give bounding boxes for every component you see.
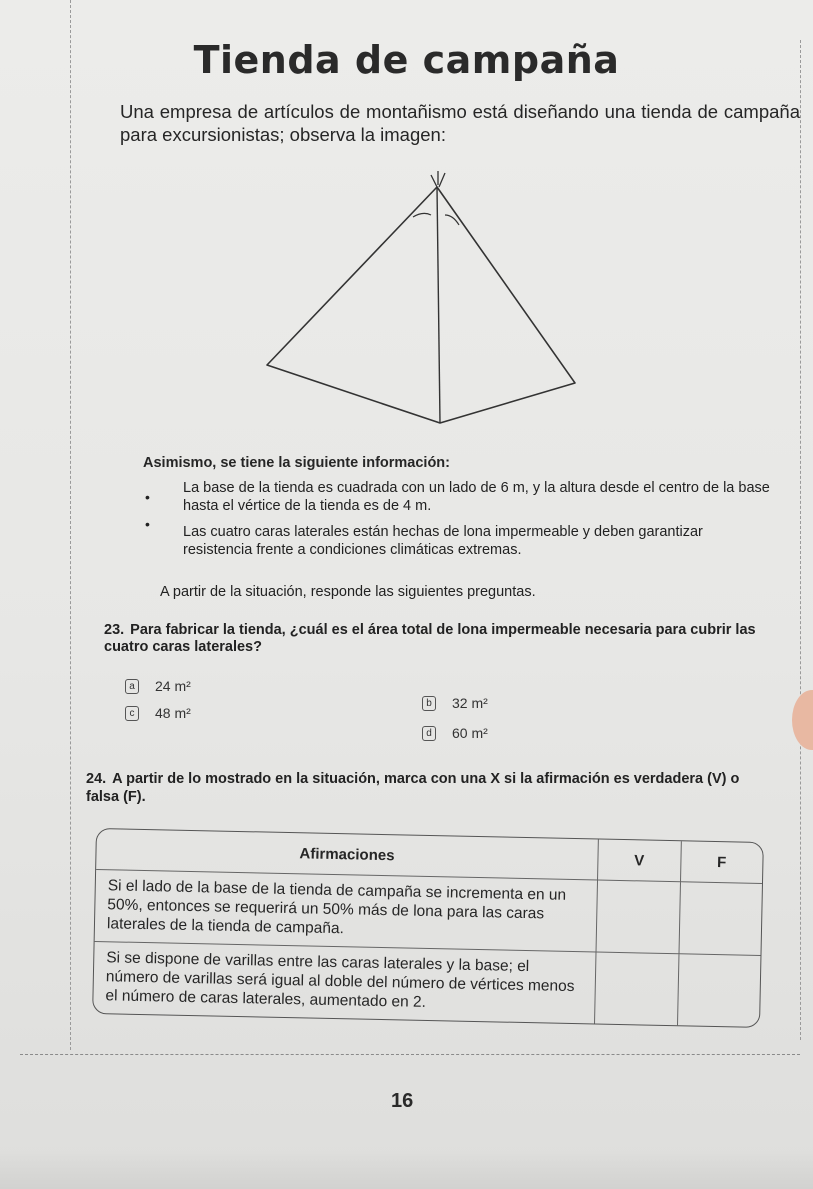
- intro-paragraph: Una empresa de artículos de montañismo está diseñando una tienda de campaña para excursionistas; observa la imagen:: [120, 101, 800, 145]
- table-row: [93, 942, 760, 1027]
- page-footer-divider: [20, 1054, 800, 1055]
- header-true: V: [598, 840, 681, 883]
- margin-guide-right: [800, 40, 801, 1040]
- option-letter: c: [125, 706, 139, 721]
- true-checkbox-cell[interactable]: [595, 953, 679, 1026]
- question-number: 24.: [86, 771, 107, 787]
- option-letter: d: [422, 726, 436, 741]
- option-d[interactable]: [422, 725, 488, 741]
- fingertip: [792, 690, 813, 750]
- table-row: [95, 870, 762, 956]
- option-value: 24 m²: [155, 678, 191, 694]
- tent-illustration: [255, 165, 595, 435]
- false-checkbox-cell[interactable]: [679, 882, 762, 956]
- bullet-marker: •: [145, 489, 150, 505]
- option-b[interactable]: [422, 695, 488, 711]
- questions-prompt: A partir de la situación, responde las siguientes preguntas.: [160, 584, 536, 600]
- false-checkbox-cell[interactable]: [678, 954, 761, 1027]
- question-text: A partir de lo mostrado en la situación, marca con una X si la afirmación es verdadera (V) o falsa (F).: [86, 771, 740, 805]
- margin-guide-left: [70, 0, 71, 1050]
- statement-cell: Si se dispone de varillas entre las caras laterales y la base; el número de varillas será igual al doble del número de vértices menos el número de caras laterales, aumentado en 2.: [93, 942, 596, 1023]
- question-number: 23.: [104, 622, 125, 638]
- header-statements: Afirmaciones: [96, 829, 599, 881]
- page-shadow: [0, 1150, 813, 1189]
- option-c[interactable]: [125, 705, 191, 721]
- option-value: 60 m²: [452, 725, 488, 741]
- true-checkbox-cell[interactable]: [597, 881, 681, 955]
- option-letter: b: [422, 696, 436, 711]
- info-heading: Asimismo, se tiene la siguiente información:: [143, 455, 450, 471]
- question-24: [86, 770, 776, 806]
- info-bullet-faces: Las cuatro caras laterales están hechas de lona impermeable y deben garantizar resistencia frente a condiciones climáticas extremas.: [183, 524, 703, 558]
- page-number: 16: [391, 1090, 414, 1112]
- question-text: Para fabricar la tienda, ¿cuál es el área total de lona impermeable necesaria para cubrir las cuatro caras laterales?: [104, 622, 756, 655]
- option-a[interactable]: [125, 678, 191, 694]
- statement-cell: Si el lado de la base de la tienda de campaña se incrementa en un 50%, entonces se requerirá un 50% más de lona para las caras laterales de la tienda de campaña.: [95, 870, 598, 952]
- page-title: Tienda de campaña: [193, 38, 620, 82]
- bullet-marker: •: [145, 516, 150, 532]
- option-letter: a: [125, 679, 139, 694]
- true-false-table: [92, 828, 764, 1028]
- question-23: [104, 622, 764, 656]
- header-false: F: [681, 841, 763, 884]
- option-value: 32 m²: [452, 695, 488, 711]
- option-value: 48 m²: [155, 705, 191, 721]
- info-bullet-base: La base de la tienda es cuadrada con un lado de 6 m, y la altura desde el centro de la base hasta el vértice de la tienda es de 4 m.: [183, 480, 770, 514]
